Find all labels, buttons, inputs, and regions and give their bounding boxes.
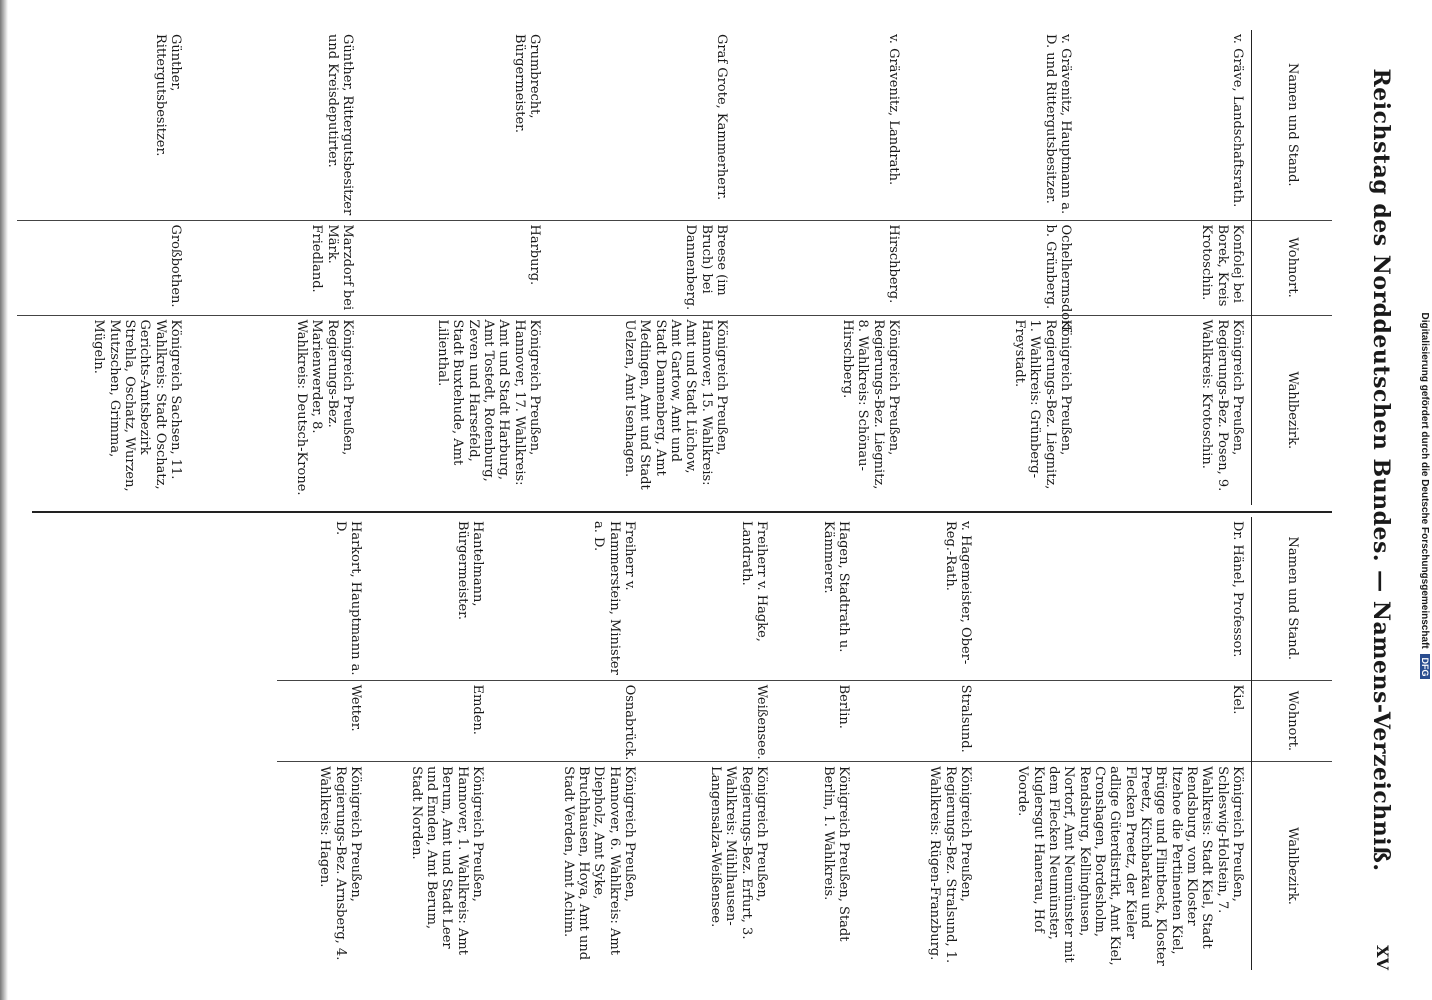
dfg-credit-text xyxy=(1410,6,1430,986)
member-residence: Hirschberg. xyxy=(735,220,907,315)
table-row xyxy=(369,517,491,970)
table-row xyxy=(361,30,548,505)
member-name: v. Grävenitz, Hauptmann a. D. und Rittergutsbesitzer. xyxy=(1042,34,1073,215)
member-district: Königreich Preußen, Hannover, 1. Wahlkreis: Amt Berum, Amt und Stadt Leer und Emden, Amt Berum, Stadt Norden. xyxy=(369,762,491,970)
member-residence: Breese (im Bruch) bei Dannenberg. xyxy=(548,220,735,315)
table-row xyxy=(735,30,907,505)
member-name: Dr. Hänel, Professor. xyxy=(1230,521,1245,658)
table-row xyxy=(277,517,369,970)
member-district: Königreich Preußen, Hannover, 6. Wahlkreis: Amt Diepholz, Amt Syke, Bruchhausen, Hoya, Amt und Stadt Verden, Amt Achim. xyxy=(491,762,643,970)
table-row xyxy=(775,517,857,970)
member-name: Freiherr v. Hagke, Landrath. xyxy=(738,521,769,642)
member-district: Königreich Sachsen, 11. Wahlkreis: Stadt Oschatz, Gerichts-Amtsbezirk Strehla, Oschatz, Wurzen, Mutzschen, Grimma, Mügeln. xyxy=(17,315,189,505)
table-row xyxy=(491,517,643,970)
dfg-credit-label: Digitalisierung gefördert durch die Deutsche Forschungsgemeinschaft xyxy=(1419,312,1430,649)
member-district: Königreich Preußen, Regierungs-Bez. Posen, 9. Wahlkreis: Krotoschin. xyxy=(1079,315,1252,505)
table-row xyxy=(17,30,189,505)
member-district: Königreich Preußen, Schleswig-Holstein, 7. Wahlkreis: Stadt Kiel, Stadt Rendsburg, vom Kloster Itzehoe die Pertinenten Kiel, Brügge und Flintbeck, Kloster Preetz, Kirchbarkau und Flecken Preetz, der Kieler adlige Güterdistrikt, Amt Kiel, Cronshagen, Bordesholm, Rendsburg, Kellinghusen, Nortorf, Amt Neumünster mit dem Flecken Neumünster, Kuglersgut Hanerau, Hof Voorde. xyxy=(979,762,1252,970)
column-header-residence: Wohnort. xyxy=(1252,220,1333,315)
right-header-row xyxy=(1252,517,1333,970)
member-residence: Kiel. xyxy=(979,680,1252,762)
member-district: Königreich Preußen, Regierungs-Bez. Erfurt, 3. Wahlkreis: Mühlhausen-Langensalza-Weißensee. xyxy=(643,762,775,970)
left-header-row xyxy=(1252,30,1333,505)
right-register-table-block xyxy=(277,517,1332,970)
member-name: Freiherr v. Hammerstein, Minister a. D. xyxy=(591,521,637,675)
member-residence: Konfolej bei Borek, Kreis Krotoschin. xyxy=(1079,220,1252,315)
member-name: v. Hagemeister, Ober-Reg.-Rath. xyxy=(942,521,973,665)
column-header-district: Wahlbezirk. xyxy=(1252,762,1333,970)
page-title: Reichstag des Norddeutschen Bundes. — Namens-Verzeichniß. xyxy=(1368,68,1394,872)
member-district: Königreich Preußen, Regierungs-Bez. Liegnitz, 1. Wahlkreis: Grünberg-Freystadt. xyxy=(907,315,1079,505)
center-divider xyxy=(32,511,1332,513)
table-row xyxy=(979,517,1252,970)
right-register-table xyxy=(277,517,1332,970)
page-number: XV xyxy=(1373,945,1392,970)
member-residence: Emden. xyxy=(369,680,491,762)
member-name: Günther, Rittergutsbesitzer. xyxy=(152,34,183,157)
table-row xyxy=(548,30,735,505)
table-row xyxy=(857,517,979,970)
member-residence: Stralsund. xyxy=(857,680,979,762)
member-district: Königreich Preußen, Regierungs-Bez. Stralsund, 1. Wahlkreis: Rügen-Franzburg. xyxy=(857,762,979,970)
column-header-district: Wahlbezirk. xyxy=(1252,315,1333,505)
left-register-table xyxy=(17,30,1332,505)
member-name: Grumbrecht, Bürgermeister. xyxy=(511,34,542,134)
member-residence: Weißensee. xyxy=(643,680,775,762)
member-residence: Ochelhermsdorf b. Grünberg. xyxy=(907,220,1079,315)
left-register-table-block xyxy=(17,30,1332,505)
member-residence: Berlin. xyxy=(775,680,857,762)
table-row xyxy=(1079,30,1252,505)
member-district: Königreich Preußen, Regierungs-Bez. Marienwerder, 8. Wahlkreis: Deutsch-Krone. xyxy=(189,315,361,505)
member-residence: Großbothen. xyxy=(17,220,189,315)
member-residence: Wetter. xyxy=(277,680,369,762)
table-row xyxy=(189,30,361,505)
page-header xyxy=(1354,30,1394,970)
member-name: v. Grävenitz, Landrath. xyxy=(886,34,901,186)
member-district: Königreich Preußen, Regierungs-Bez. Liegnitz, 8. Wahlkreis: Schönau-Hirschberg. xyxy=(735,315,907,505)
member-district: Königreich Preußen, Hannover, 15. Wahlkreis: Amt und Stadt Lüchow, Amt Gartow, Amt und Stadt Dannenberg, Amt Medingen, Amt und Stadt Uelzen, Amt Isenhagen. xyxy=(548,315,735,505)
member-residence: Osnabrück. xyxy=(491,680,643,762)
member-name: Günther, Rittergutsbesitzer und Kreisdeputirter. xyxy=(324,34,355,216)
member-name: Hantelmann, Bürgermeister. xyxy=(454,521,485,621)
member-district: Königreich Preußen, Hannover, 17. Wahlkreis: Amt und Stadt Harburg, Amt Tostedt, Rotenburg, Zeven und Harsefeld, Stadt Buxtehude, Amt Lilienthal. xyxy=(361,315,548,505)
column-header-residence: Wohnort. xyxy=(1252,680,1333,762)
member-name: Graf Grote, Kammerherr. xyxy=(714,34,729,201)
member-district: Königreich Preußen, Stadt Berlin, 1. Wahlkreis. xyxy=(775,762,857,970)
member-district: Königreich Preußen, Regierungs-Bez. Arnsberg, 4. Wahlkreis: Hagen. xyxy=(277,762,369,970)
dfg-credit xyxy=(1410,6,1430,986)
page-sheet xyxy=(40,30,1412,970)
member-residence: Harburg. xyxy=(361,220,548,315)
member-name: Harkort, Hauptmann a. D. xyxy=(332,521,363,676)
column-header-name: Namen und Stand. xyxy=(1252,30,1333,220)
table-row xyxy=(907,30,1079,505)
column-header-name: Namen und Stand. xyxy=(1252,517,1333,680)
table-row xyxy=(643,517,775,970)
member-residence: Marzdorf bei Märk. Friedland. xyxy=(189,220,361,315)
member-name: Hagen, Stadtrath u. Kämmerer. xyxy=(820,521,851,653)
dfg-logo: DFG xyxy=(1420,654,1430,679)
member-name: v. Gräve, Landschaftsrath. xyxy=(1230,34,1245,208)
